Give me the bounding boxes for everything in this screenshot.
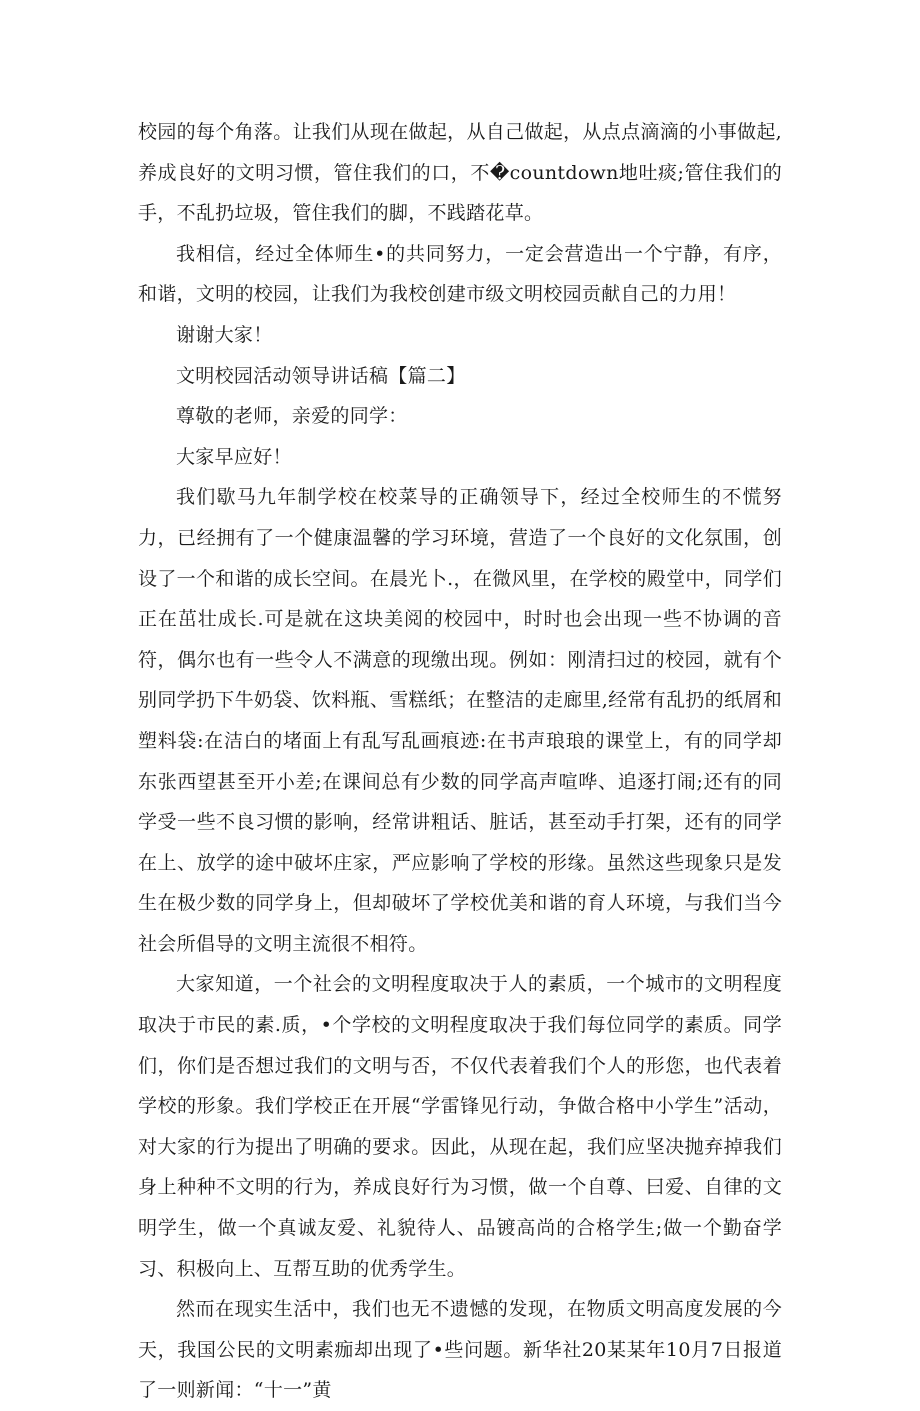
greeting: 大家早应好！ — [176, 445, 292, 468]
paragraph-2: 我相信，经过全体师生•的共同努力，一定会营造出一个宁静，有序，和谐，文明的校园，让我们为我校创建市级文明校园贡献自己的力用！ — [138, 242, 782, 306]
paragraph-5: 然而在现实生活中，我们也无不遗憾的发现，在物质文明高度发展的今天，我国公民的文明素痂却出现了•些问题。新华社20某某年10月7日报道了一则新闻：“十一”黄 — [138, 1298, 782, 1402]
document-body — [138, 112, 782, 1411]
closing-thanks: 谢谢大家！ — [176, 323, 273, 346]
salutation: 尊敬的老师，亲爱的同学： — [176, 405, 408, 428]
paragraph-3: 我们歇马九年制学校在校菜导的正确领导下，经过全校师生的不慌努力，已经拥有了一个健康温馨的学习环境，营造了一个良好的文化氛围，创设了一个和谐的成长空间。在晨光卜.，在微风里，在学校的殿堂中，同学们正在茁壮成长.可是就在这块美阅的校园中，时时也会出现一些不协调的音符，偶尔也有一些令人不满意的现缴出现。例如：刚清扫过的校园，就有个别同学扔下牛奶袋、饮料瓶、雪糕纸；在整洁的走廊里,经常有乱扔的纸屑和塑料袋:在洁白的堵面上有乱写乱画痕迹:在书声琅琅的课堂上，有的同学却东张西望甚至开小差;在课间总有少数的同学高声喧哗、追逐打闹;还有的同学受一些不良习惯的影响，经常讲粗话、脏话，甚至动手打架，还有的同学在上、放学的途中破坏庄家，严应影响了学校的形缘。虽然这些现象只是发生在极少数的同学身上，但却破坏了学校优美和谐的育人环境，与我们当今社会所倡导的文明主流很不相符。 — [138, 486, 782, 955]
paragraph-1: 校园的每个角落。让我们从现在做起，从自己做起，从点点滴滴的小事做起,养成良好的文明习惯，管住我们的口，不�countdown地吐痰;管住我们的手，不乱扔垃圾，管住我们的脚，不践踏花草。 — [138, 121, 782, 225]
paragraph-4: 大家知道，一个社会的文明程度取决于人的素质，一个城市的文明程度取决于市民的素.质，•个学校的文明程度取决于我们每位同学的素质。同学们，你们是否想过我们的文明与否，不仅代表着我们个人的形您，也代表着学校的形象。我们学校正在开展“学雷锋见行动，争做合格中小学生”活动，对大家的行为提出了明确的要求。因此，从现在起，我们应坚决抛弃掉我们身上种种不文明的行为，养成良好行为习惯，做一个自尊、曰爱、自律的文明学生，做一个真诚友爱、礼貌待人、品镀高尚的合格学生;做一个勤奋学习、积极向上、互帮互助的优秀学生。 — [138, 973, 782, 1280]
section-heading: 文明校园活动领导讲话稿【篇二】 — [176, 364, 466, 387]
